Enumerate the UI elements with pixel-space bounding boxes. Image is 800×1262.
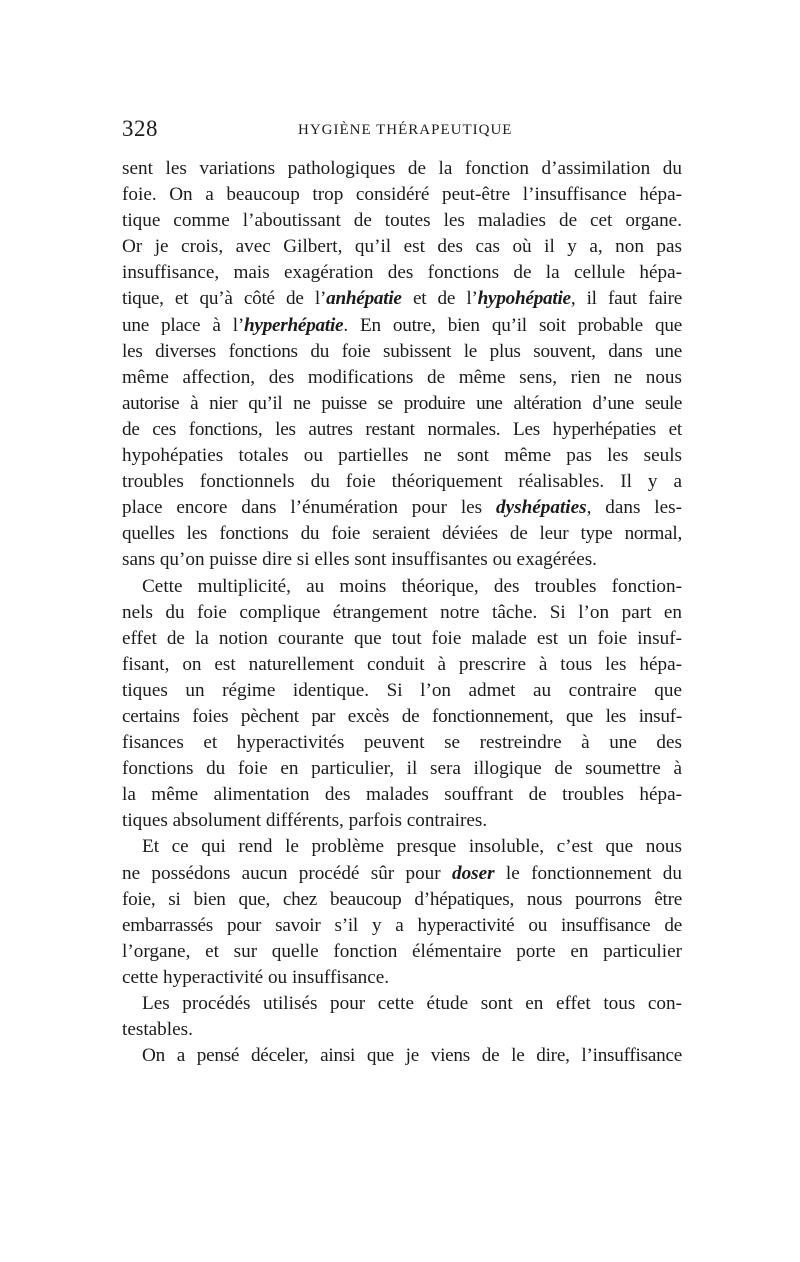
text-line: Or je crois, avec Gilbert, qu’il est des cas où il y a, non pas	[122, 236, 682, 258]
text-line: insuffisance, mais exagération des fonctions de la cellule hépa-	[122, 262, 682, 284]
italic-term: doser	[451, 862, 495, 884]
text-line: ne possédons aucun procédé sûr pour doser le fonctionnement du	[122, 862, 682, 884]
text-line: nels du foie complique étrangement notre tâche. Si l’on part en	[122, 601, 682, 623]
text-line: l’organe, et sur quelle fonction élémentaire porte en particulier	[122, 940, 682, 962]
text-line: tique, et qu’à côté de l’anhépatie et de l’hypohépatie, il faut faire	[122, 288, 682, 310]
text-line: troubles fonctionnels du foie théoriquement réalisables. Il y a	[122, 471, 682, 493]
text-line: hypohépaties totales ou partielles ne sont même pas les seuls	[122, 445, 682, 467]
text-line: les diverses fonctions du foie subissent le plus souvent, dans une	[122, 340, 682, 362]
text-line: foie. On a beaucoup trop considéré peut-être l’insuffisance hépa-	[122, 184, 682, 206]
text-line: autorise à nier qu’il ne puisse se produire une altération d’une seule	[122, 392, 682, 414]
text-line: Les procédés utilisés pour cette étude sont en effet tous con-	[142, 993, 682, 1014]
body-text	[122, 156, 682, 1069]
text-line: certains foies pèchent par excès de fonctionnement, que les insuf-	[122, 705, 682, 727]
italic-term: hyperhépatie	[244, 314, 344, 336]
text-line: effet de la notion courante que tout foie malade est un foie insuf-	[122, 627, 682, 649]
italic-term: dyshépaties	[496, 497, 587, 519]
text-line: Et ce qui rend le problème presque insoluble, c’est que nous	[142, 836, 682, 858]
text-line: une place à l’hyperhépatie. En outre, bien qu’il soit probable que	[122, 314, 682, 336]
text-line: cette hyperactivité ou insuffisance.	[122, 966, 390, 988]
text-line: quelles les fonctions du foie seraient déviées de leur type normal,	[122, 523, 682, 545]
text-line: tiques absolument différents, parfois contraires.	[122, 810, 488, 832]
text-line: de ces fonctions, les autres restant normales. Les hyperhépaties et	[122, 418, 682, 440]
text-line: sans qu’on puisse dire si elles sont insuffisantes ou exagérées.	[122, 549, 597, 571]
text-line: tiques un régime identique. Si l’on admet au contraire que	[122, 679, 682, 701]
italic-term: hypohépatie	[477, 288, 571, 310]
text-line: fonctions du foie en particulier, il sera illogique de soumettre à	[122, 758, 682, 780]
text-line: place encore dans l’énumération pour les dyshépaties, dans les-	[122, 497, 682, 519]
text-line: fisances et hyperactivités peuvent se restreindre à une des	[122, 732, 682, 754]
running-title: HYGIÈNE THÉRAPEUTIQUE	[298, 122, 513, 138]
text-line: fisant, on est naturellement conduit à prescrire à tous les hépa-	[122, 653, 682, 675]
text-line: la même alimentation des malades souffrant de troubles hépa-	[122, 784, 682, 806]
text-line: sent les variations pathologiques de la fonction d’assimilation du	[122, 158, 682, 179]
running-head	[122, 114, 682, 144]
text-line: testables.	[122, 1019, 193, 1041]
text-line: tique comme l’aboutissant de toutes les maladies de cet organe.	[122, 210, 682, 232]
text-line: Cette multiplicité, au moins théorique, des troubles fonction-	[142, 575, 682, 597]
italic-term: anhépatie	[326, 288, 402, 310]
text-line: embarrassés pour savoir s’il y a hyperactivité ou insuffisance de	[122, 914, 682, 936]
text-line: On a pensé déceler, ainsi que je viens de le dire, l’insuffisance	[142, 1045, 682, 1067]
text-line: même affection, des modifications de même sens, rien ne nous	[122, 366, 682, 388]
text-line: foie, si bien que, chez beaucoup d’hépatiques, nous pourrons être	[122, 888, 682, 910]
page-number: 328	[122, 116, 158, 141]
